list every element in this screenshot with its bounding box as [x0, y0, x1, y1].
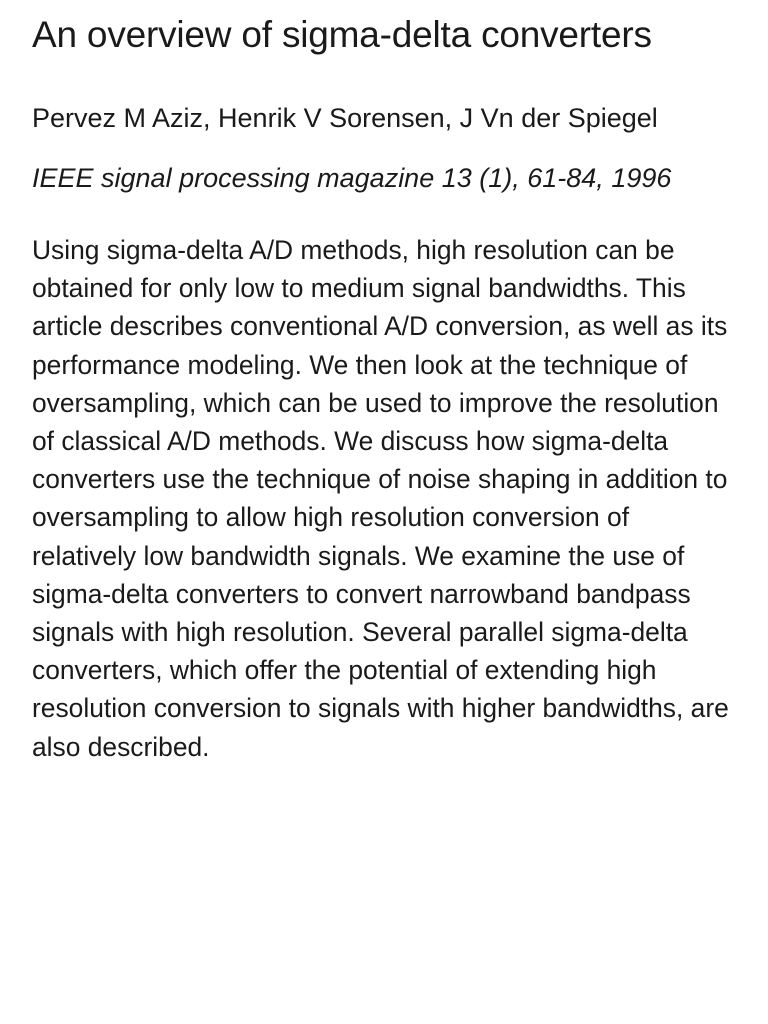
article-title: An overview of sigma-delta converters	[32, 14, 652, 55]
article-authors: Pervez M Aziz, Henrik V Sorensen, J Vn der Spiegel	[32, 103, 658, 133]
article-venue: IEEE signal processing magazine 13 (1), 61-84, 1996	[32, 163, 672, 193]
article-abstract: Using sigma-delta A/D methods, high resolution can be obtained for only low to medium signal bandwidths. This article describes conventional A/D conversion, as well as its performance modeling. We then look at the technique of oversampling, which can be used to improve the resolution of classical A/D methods. We discuss how sigma-delta converters use the technique of noise shaping in addition to oversampling to allow high resolution conversion of relatively low bandwidth signals. We examine the use of sigma-delta converters to convert narrowband bandpass signals with high resolution. Several parallel sigma-delta converters, which offer the potential of extending high resolution conversion to signals with higher bandwidths, are also described.	[32, 235, 729, 762]
